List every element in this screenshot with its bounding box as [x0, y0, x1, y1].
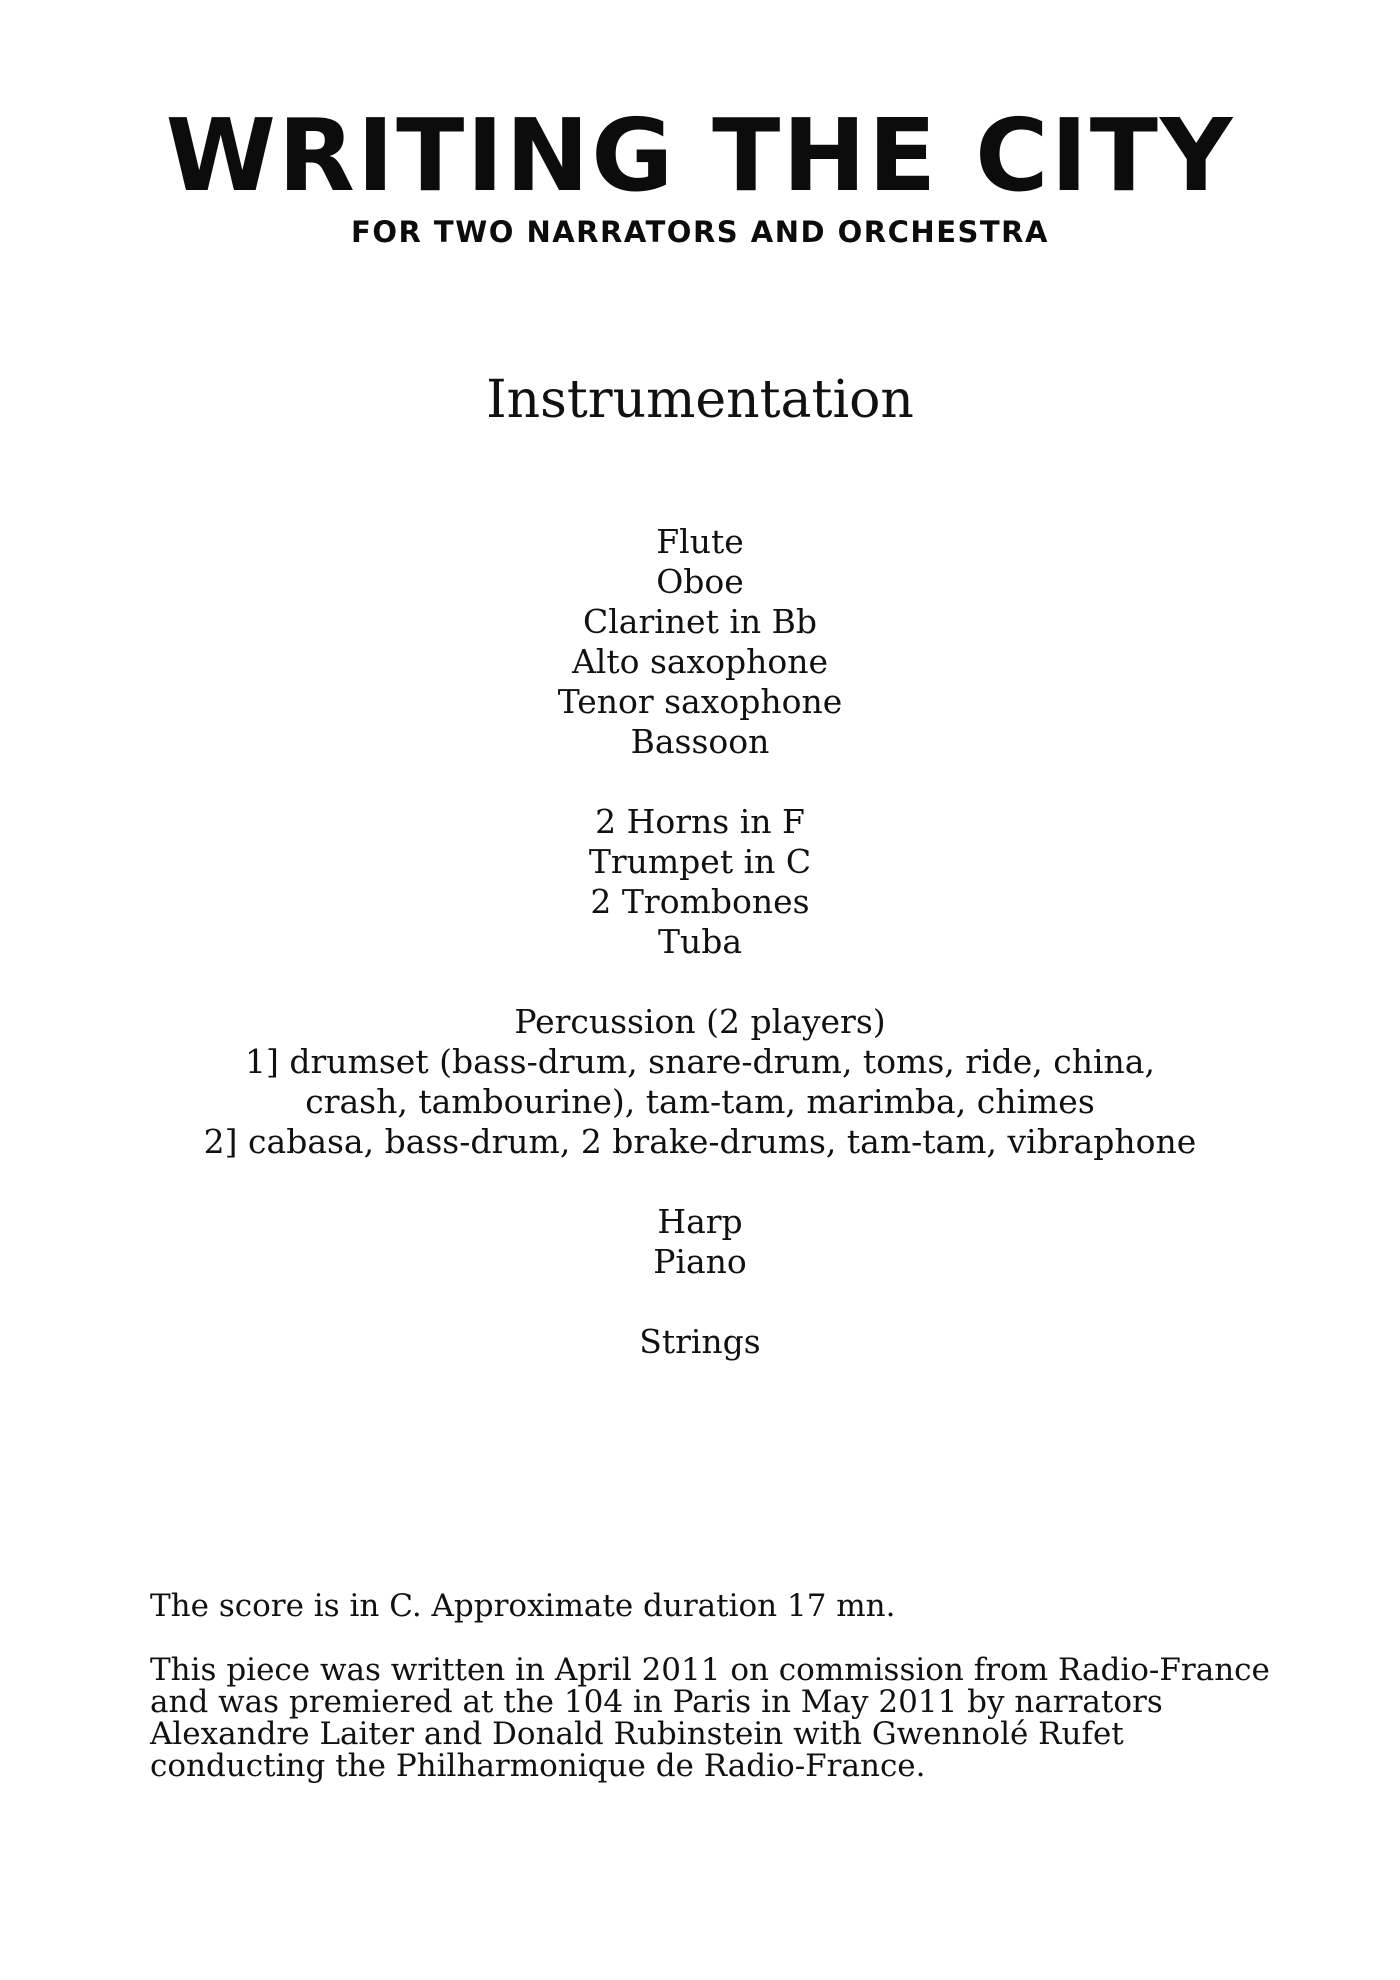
instrument-item: Piano [653, 1242, 747, 1281]
instrument-item: Tenor saxophone [557, 682, 843, 721]
instrument-item: 2 Trombones [590, 882, 810, 921]
instrument-item: 1] drumset (bass-drum, snare-drum, toms, ride, china, [245, 1042, 1155, 1081]
woodwinds-group [0, 522, 1400, 762]
keyboards-group [0, 1202, 1400, 1282]
instrument-item: Tuba [657, 922, 743, 961]
instrument-item: 2] cabasa, bass-drum, 2 brake-drums, tam-tam, vibraphone [203, 1122, 1197, 1161]
instrument-item: crash, tambourine), tam-tam, marimba, chimes [305, 1082, 1095, 1121]
percussion-group [0, 1002, 1400, 1162]
instrument-list [0, 522, 1400, 1402]
instrument-item: Trumpet in C [588, 842, 812, 881]
instrument-item: Clarinet in Bb [582, 602, 817, 641]
instrument-item: Harp [657, 1202, 743, 1241]
instrument-item: Strings [639, 1322, 761, 1361]
instrument-item: 2 Horns in F [595, 802, 805, 841]
instrument-item: Bassoon [630, 722, 770, 761]
performance-notes [150, 1590, 1270, 1814]
instrument-item: Oboe [656, 562, 744, 601]
strings-group [0, 1322, 1400, 1362]
brass-group [0, 802, 1400, 962]
piece-subtitle: FOR TWO NARRATORS AND ORCHESTRA [351, 215, 1049, 249]
instrument-item: Percussion (2 players) [514, 1002, 886, 1041]
instrumentation-heading: Instrumentation [486, 370, 914, 430]
instrument-item: Alto saxophone [571, 642, 829, 681]
piece-title: WRITING THE CITY [165, 97, 1235, 214]
premiere-info: This piece was written in April 2011 on commission from Radio-France and was premiered at the 104 in Paris in May 2011 by narrators Alexandre Laiter and Donald Rubinstein with Gwennolé Rufet conducting the Philharmonique de Radio-France. [150, 1652, 1270, 1784]
instrument-item: Flute [656, 522, 744, 561]
score-info: The score is in C. Approximate duration 17 mn. [150, 1588, 896, 1624]
